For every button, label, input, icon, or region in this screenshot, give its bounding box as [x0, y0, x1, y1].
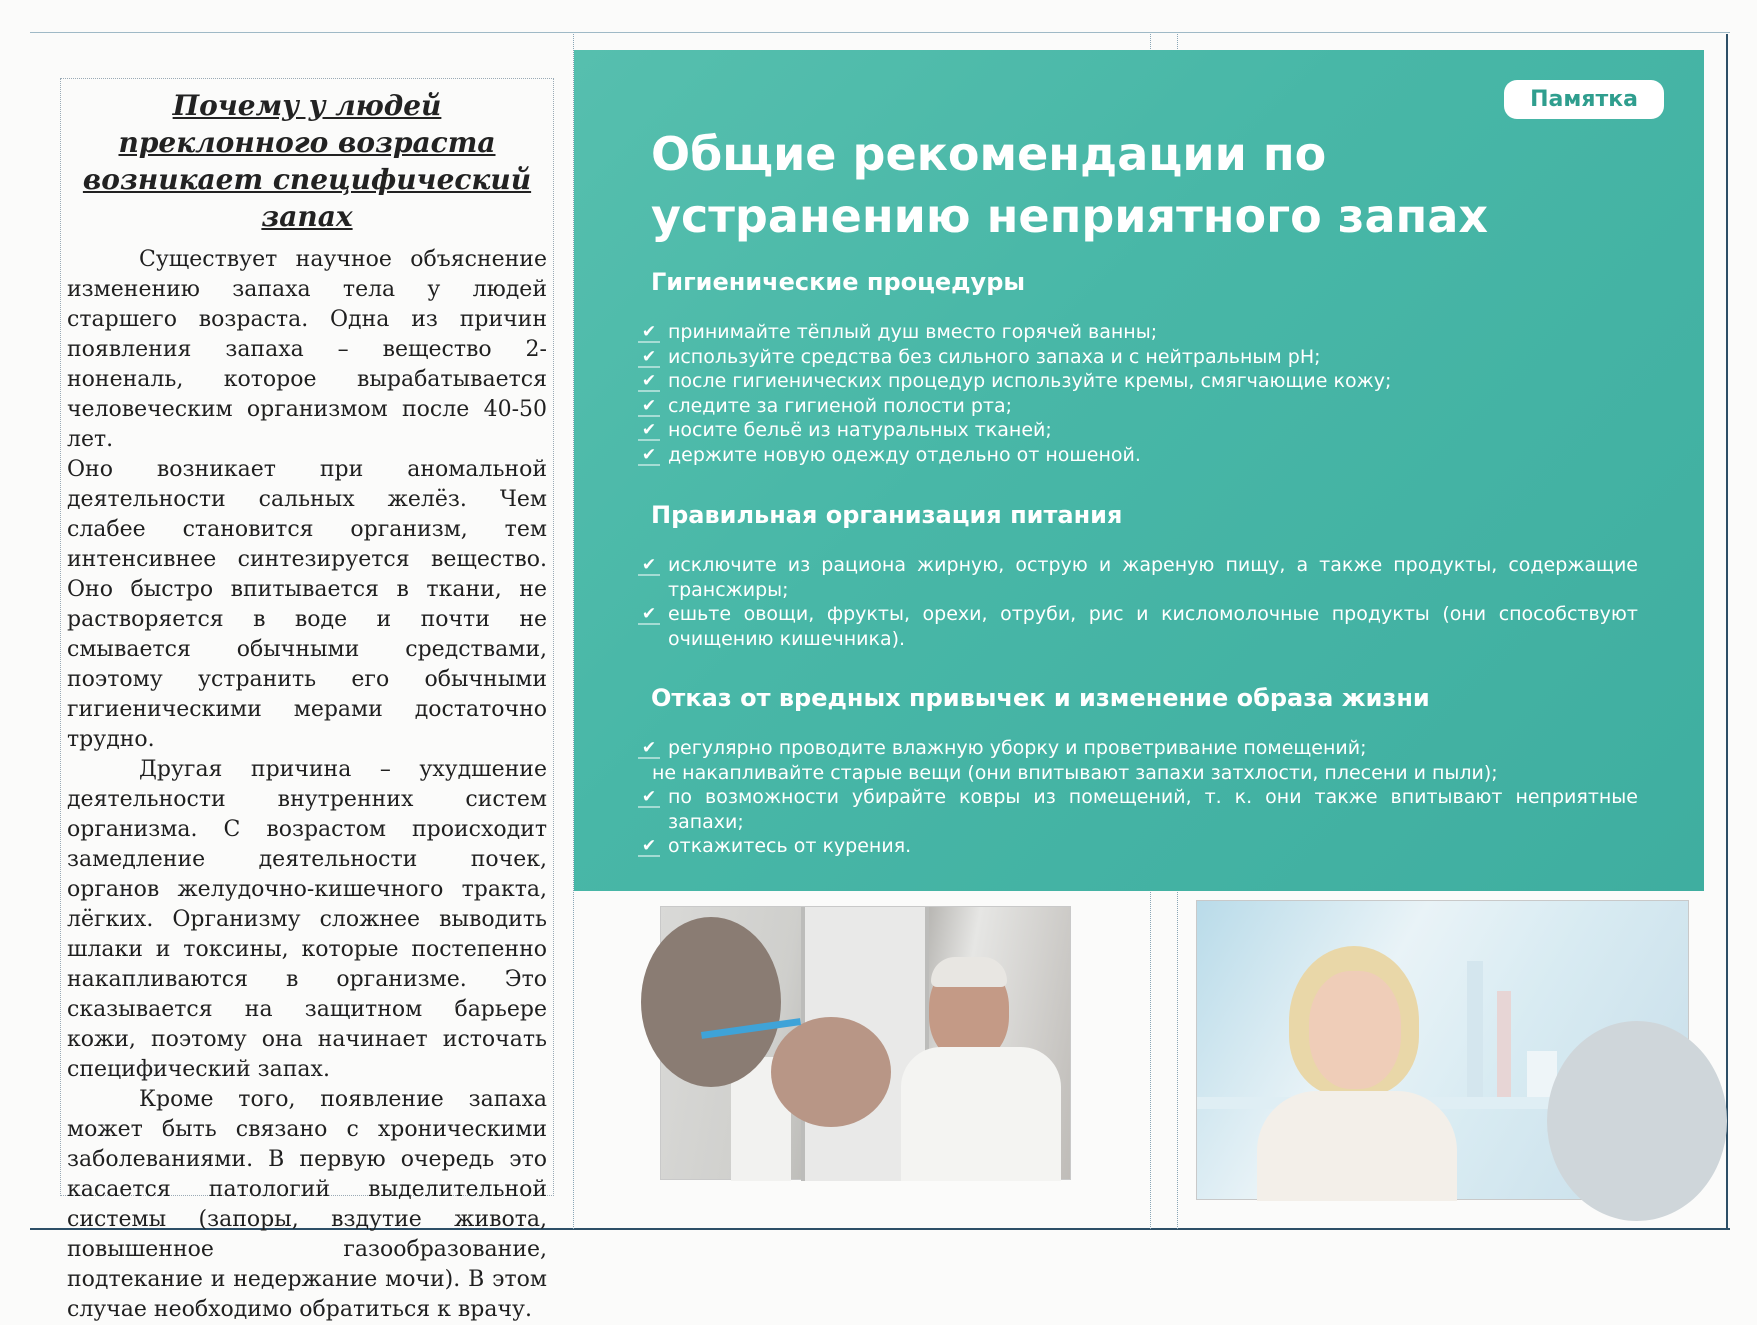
- left-paragraph: Другая причина – ухудшение деятельности внутренних систем организма. С возрастом происходит замедление деятельности почек, органов желудочно-кишечного тракта, лёгких. Организму сложнее выводить шлаки и токсины, которые постепенно накапливаются в организме. Это сказывается на защитном барьере кожи, поэтому она начинает источать специфический запах.: [67, 757, 547, 1082]
- woman-body: [1257, 1091, 1457, 1201]
- photo-man-brushing-teeth: [660, 906, 1071, 1180]
- left-paragraph: Кроме того, появление запаха может быть связано с хроническими заболеваниями. В первую очередь это касается патологий выделительной системы (запоры, вздутие живота, повышенное газообразование, подтекание и недержание мочи). В этом случае необходимо обратиться к врачу.: [67, 1087, 547, 1322]
- checkmark-icon: ✔: [638, 421, 660, 441]
- section-title-hygiene: Гигиенические процедуры: [651, 268, 1026, 296]
- left-article-title: Почему у людей преклонного возраста возникает специфический запах: [82, 89, 532, 233]
- checkmark-icon: ✔: [638, 837, 660, 857]
- list-item: ✔ принимайте тёплый душ вместо горячей ванны;: [638, 320, 1638, 345]
- photo-woman-at-mirror: [1196, 900, 1689, 1200]
- left-paragraph: Существует научное объяснение изменению запаха тела у людей старшего возраста. Одна из причин появления запаха – вещество 2-ноненаль, которое вырабатывается человеческим организмом после 40-50 лет.: [67, 247, 547, 452]
- list-item: ✔ после гигиенических процедур используйте кремы, смягчающие кожу;: [638, 369, 1638, 394]
- section-title-lifestyle: Отказ от вредных привычек и изменение образа жизни: [651, 684, 1430, 712]
- list-item: ✔ носите бельё из натуральных тканей;: [638, 418, 1638, 443]
- list-item: ✔ держите новую одежду отдельно от ношеной.: [638, 443, 1638, 468]
- right-rule: [1726, 34, 1728, 1229]
- bottles: [1497, 991, 1511, 1097]
- list-item: ✔ исключите из рациона жирную, острую и жареную пищу, а также продукты, содержащие трансжиры;: [638, 553, 1638, 602]
- checkmark-icon: ✔: [638, 397, 660, 417]
- checkmark-icon: ✔: [638, 348, 660, 368]
- list-item: ✔ ешьте овощи, фрукты, орехи, отруби, рис и кисломолочные продукты (они способствуют очищению кишечника).: [638, 602, 1638, 651]
- checkmark-icon: ✔: [638, 372, 660, 392]
- checkmark-icon: ✔: [638, 605, 660, 625]
- memo-panel: [574, 50, 1704, 891]
- checkmark-icon: ✔: [638, 446, 660, 466]
- left-article-body: [67, 245, 547, 1325]
- checkmark-icon: ✔: [638, 323, 660, 343]
- checkmark-icon: ✔: [638, 556, 660, 576]
- list-item: не накапливайте старые вещи (они впитывают запахи затхлости, плесени и пыли);: [652, 761, 1498, 784]
- left-paragraph: Оно возникает при аномальной деятельности сальных желёз. Чем слабее становится организм, тем интенсивнее синтезируется вещество. Оно быстро впитывается в ткани, не растворяется в воде и почти не смывается обычными средствами, поэтому устранить его обычными гигиеническими мерами достаточно трудно.: [67, 457, 547, 752]
- foreground-head: [1547, 1021, 1727, 1221]
- top-rule: [30, 32, 1730, 33]
- list-item: ✔ по возможности убирайте ковры из помещений, т. к. они также впитывают неприятные запахи;: [638, 785, 1638, 834]
- arm: [771, 1017, 891, 1127]
- man-shirt: [901, 1047, 1061, 1181]
- reflection-head: [641, 917, 781, 1087]
- list-item: ✔ следите за гигиеной полости рта;: [638, 394, 1638, 419]
- man-hair: [931, 957, 1007, 987]
- hygiene-list: [638, 320, 1638, 467]
- woman-face: [1309, 971, 1401, 1089]
- nutrition-list: [638, 553, 1638, 651]
- lifestyle-list: [638, 736, 1638, 859]
- list-item: ✔ используйте средства без сильного запаха и с нейтральным pH;: [638, 345, 1638, 370]
- bottles: [1467, 961, 1483, 1097]
- list-item: ✔ откажитесь от курения.: [638, 834, 1638, 859]
- list-item: ✔ регулярно проводите влажную уборку и проветривание помещений;: [638, 736, 1638, 761]
- memo-title: Общие рекомендации по устранению неприятного запах: [651, 127, 1489, 243]
- section-title-nutrition: Правильная организация питания: [651, 501, 1123, 529]
- left-article: [60, 78, 554, 1322]
- checkmark-icon: ✔: [638, 739, 660, 759]
- checkmark-icon: ✔: [638, 788, 660, 808]
- memo-badge: Памятка: [1504, 80, 1664, 119]
